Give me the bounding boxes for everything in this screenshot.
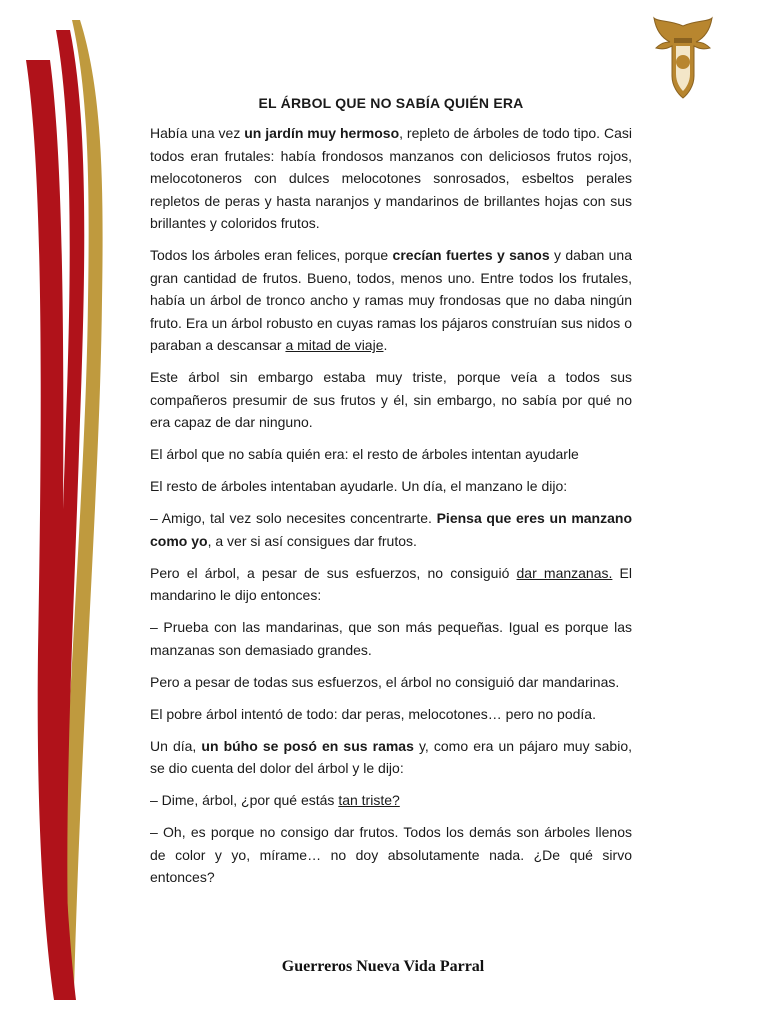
- paragraph: – Dime, árbol, ¿por qué estás tan triste?: [150, 792, 400, 808]
- paragraph: Este árbol sin embargo estaba muy triste, porque veía a todos sus compañeros presumir de sus frutos y él, sin embargo, no sabía por qué no era capaz de dar ninguno.: [150, 369, 632, 430]
- paragraph: El resto de árboles intentaban ayudarle. Un día, el manzano le dijo:: [150, 478, 568, 494]
- bold-phrase: Piensa que eres un manzano como yo: [150, 510, 632, 549]
- paragraph: – Amigo, tal vez solo necesites concentrarte. Piensa que eres un manzano como yo, a ver si así consigues dar frutos.: [150, 510, 632, 549]
- paragraph: Pero el árbol, a pesar de sus esfuerzos, no consiguió dar manzanas. El mandarino le dijo entonces:: [150, 564, 632, 603]
- underlined-phrase: tan triste?: [338, 792, 400, 808]
- gold-ribbon: [58, 20, 103, 990]
- underlined-phrase: a mitad de viaje: [285, 337, 384, 353]
- story-body: [150, 122, 632, 898]
- paragraph: Todos los árboles eran felices, porque crecían fuertes y sanos y daban una gran cantidad de frutos. Bueno, todos, menos uno. Entre todos los frutales, había un árbol de tronco ancho y ramas muy frondosas que no daba ningún fruto. Era un árbol robusto en cuyas ramas los pájaros construían sus nidos o paraban a descansar a mitad de viaje.: [150, 247, 632, 353]
- paragraph: El pobre árbol intentó de todo: dar peras, melocotones… pero no podía.: [150, 705, 596, 722]
- paragraph: Había una vez un jardín muy hermoso, repleto de árboles de todo tipo. Casi todos eran frutales: había frondosos manzanos con deliciosos frutos rojos, melocotoneros con dulces melocotones sonrosados, esbeltos perales repletos de peras y hasta naranjos y mandarinos de brillantes hojas con sus brillantes y coloridos frutos.: [150, 125, 632, 231]
- paragraph: Pero a pesar de todas sus esfuerzos, el árbol no consiguió dar mandarinas.: [150, 673, 620, 690]
- paragraph: Un día, un búho se posó en sus ramas y, como era un pájaro muy sabio, se dio cuenta del dolor del árbol y le dijo:: [150, 737, 633, 776]
- winged-shield-crest-icon: [652, 16, 714, 100]
- bold-phrase: crecían fuertes y sanos: [392, 247, 550, 263]
- underlined-phrase: dar manzanas.: [516, 564, 613, 581]
- bold-phrase: un búho se posó en sus ramas: [201, 737, 414, 754]
- red-ribbon-inner: [52, 30, 84, 985]
- bold-phrase: un jardín muy hermoso: [244, 125, 400, 141]
- footer-organization-name: Guerreros Nueva Vida Parral: [281, 958, 485, 975]
- paragraph: – Prueba con las mandarinas, que son más pequeñas. Igual es porque las manzanas son demasiado grandes.: [150, 619, 632, 658]
- paragraph: El árbol que no sabía quién era: el resto de árboles intentan ayudarle: [150, 446, 579, 462]
- red-ribbon-outer: [26, 60, 76, 1000]
- document-title: EL ÁRBOL QUE NO SABÍA QUIÉN ERA: [258, 95, 524, 111]
- paragraph: – Oh, es porque no consigo dar frutos. Todos los demás son árboles llenos de color y yo, mírame… no doy absolutamente nada. ¿De qué sirvo entonces?: [150, 824, 632, 885]
